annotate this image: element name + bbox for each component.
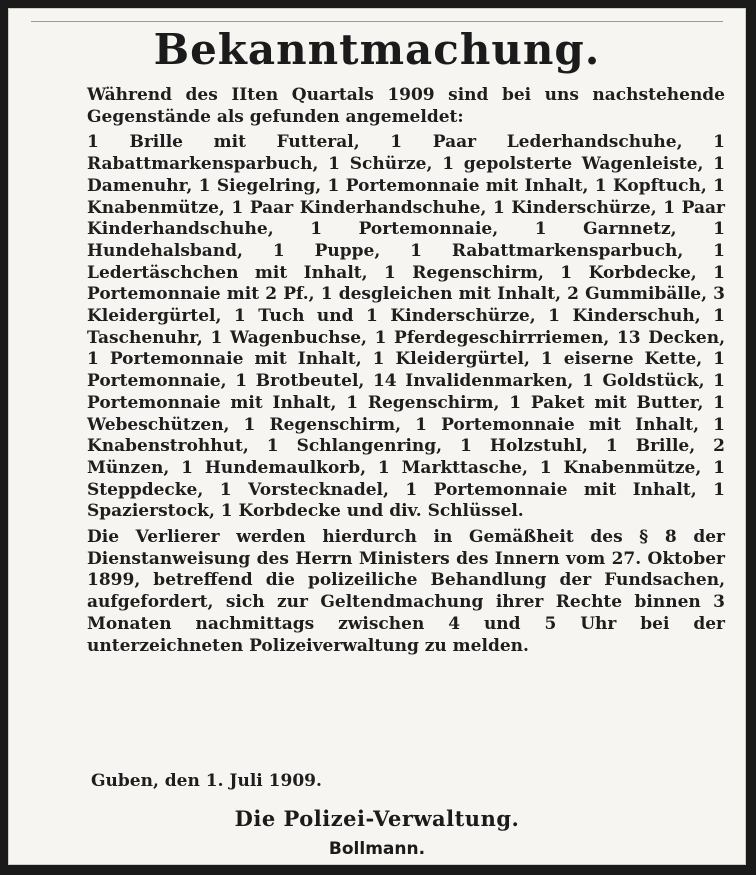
- top-rule: [31, 21, 723, 22]
- intro-paragraph: Während des IIten Quartals 1909 sind bei uns nachstehende Gegenstände als gefunden angemeldet:: [87, 85, 725, 127]
- newspaper-clipping: [8, 8, 746, 865]
- found-items-list: 1 Brille mit Futteral, 1 Paar Lederhandschuhe, 1 Rabattmarkensparbuch, 1 Schürze, 1 gepolsterte Wagenleiste, 1 Damenuhr, 1 Siegelring, 1 Portemonnaie mit Inhalt, 1 Kopftuch, 1 Knabenmütze, 1 Paar Kinderhandschuhe, 1 Kinderschürze, 1 Paar Kinderhandschuhe, 1 Portemonnaie, 1 Garnnetz, 1 Hundehalsband, 1 Puppe, 1 Rabattmarkensparbuch, 1 Ledertäschchen mit Inhalt, 1 Regenschirm, 1 Korbdecke, 1 Portemonnaie mit 2 Pf., 1 desgleichen mit Inhalt, 2 Gummibälle, 3 Kleidergürtel, 1 Tuch und 1 Kinderschürze, 1 Kinderschuh, 1 Taschenuhr, 1 Wagenbuchse, 1 Pferdegeschirrriemen, 13 Decken, 1 Portemonnaie mit Inhalt, 1 Kleidergürtel, 1 eiserne Kette, 1 Portemonnaie, 1 Brotbeutel, 14 Invalidenmarken, 1 Goldstück, 1 Portemonnaie mit Inhalt, 1 Regenschirm, 1 Paket mit Butter, 1 Webeschützen, 1 Regenschirm, 1 Portemonnaie mit Inhalt, 1 Knabenstrohhut, 1 Schlangenring, 1 Holzstuhl, 1 Brille, 2 Münzen, 1 Hundemaulkorb, 1 Markttasche, 1 Knabenmütze, 1 Steppdecke, 1 Vorstecknadel, 1 Portemonnaie mit Inhalt, 1 Spazierstock, 1 Korbdecke und div. Schlüssel.: [87, 132, 725, 522]
- issuing-authority: Die Polizei-Verwaltung.: [234, 806, 520, 831]
- notice-title: Bekanntmachung.: [153, 25, 601, 74]
- owners-notice-paragraph: Die Verlierer werden hierdurch in Gemäßheit des § 8 der Dienstanweisung des Herrn Ministers des Innern vom 27. Oktober 1899, betreffend die polizeiliche Behandlung der Fundsachen, aufgefordert, sich zur Geltendmachung ihrer Rechte binnen 3 Monaten nachmittags zwischen 4 und 5 Uhr bei der unterzeichneten Polizeiverwaltung zu melden.: [87, 527, 725, 656]
- notice-body: [87, 85, 725, 657]
- dateline: Guben, den 1. Juli 1909.: [91, 771, 322, 791]
- signatory-name: Bollmann.: [328, 839, 426, 859]
